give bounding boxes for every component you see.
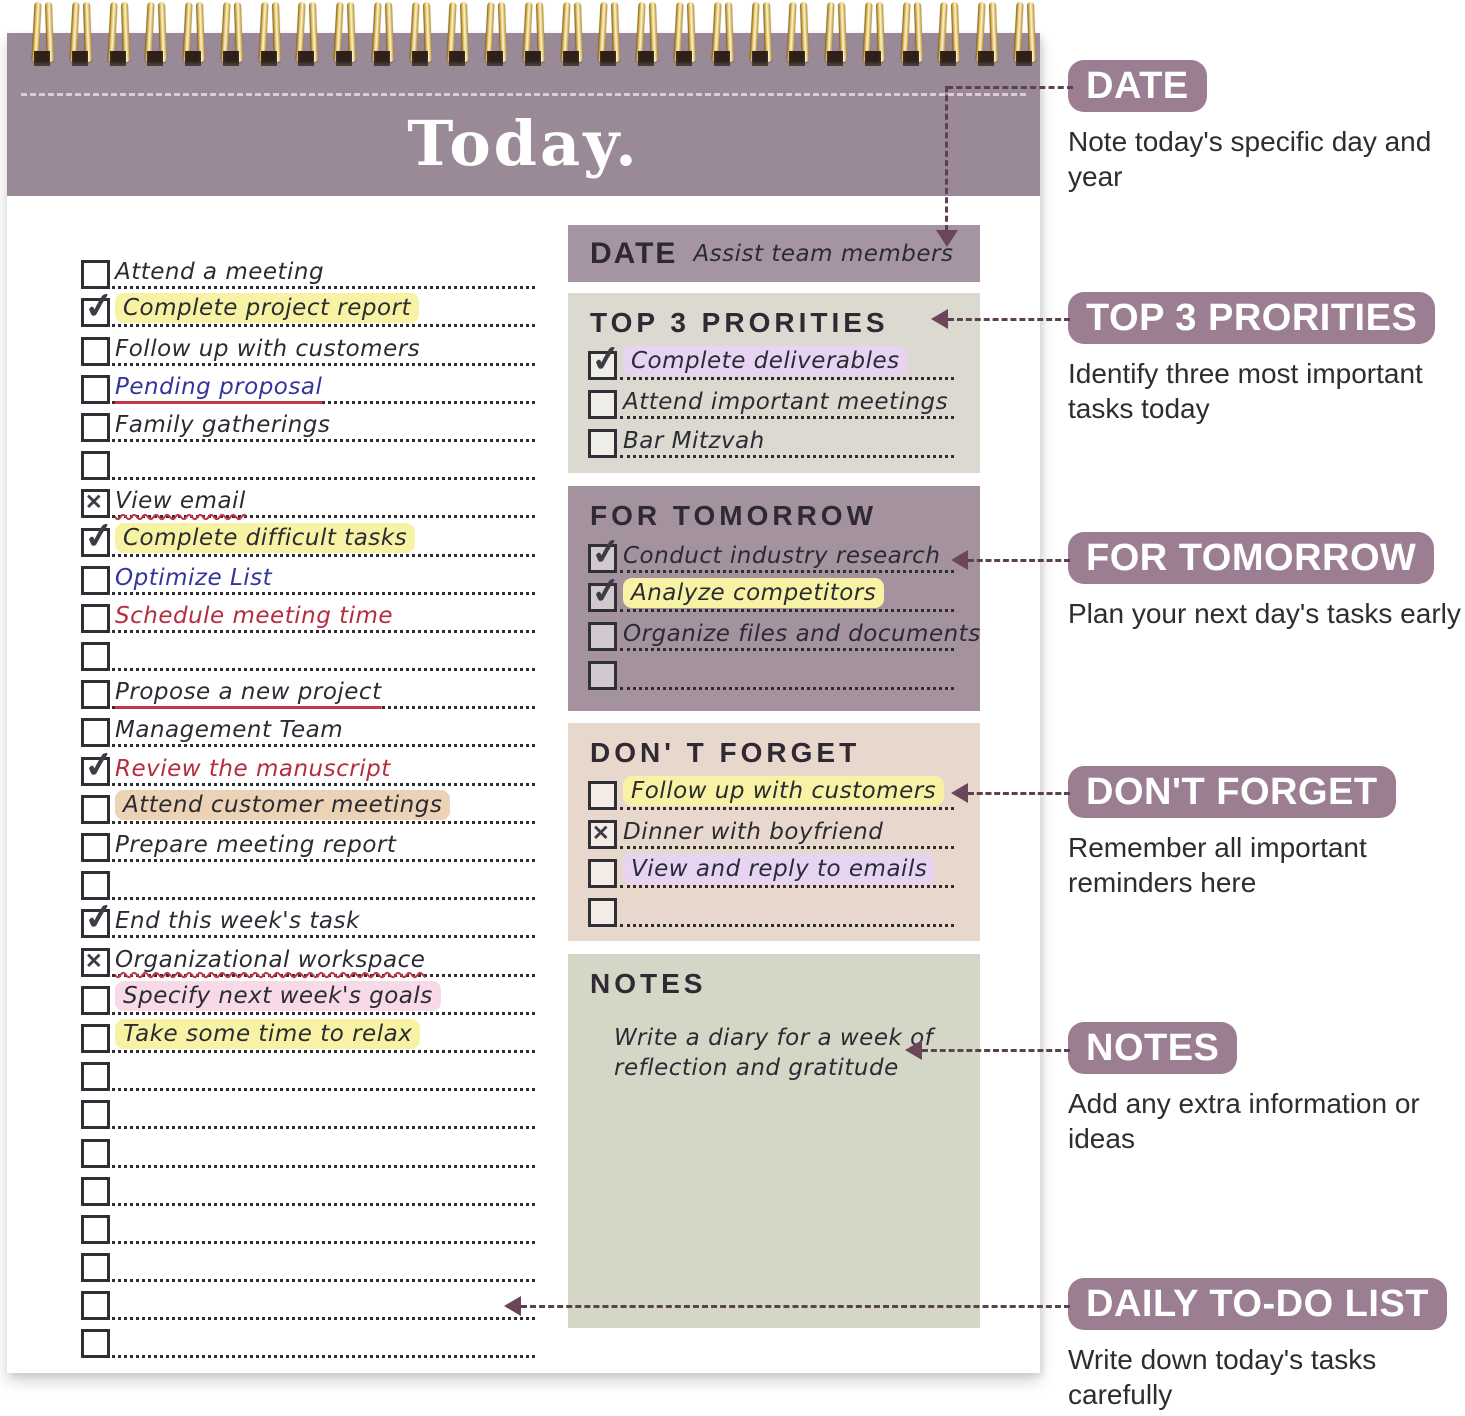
tomorrow-label: Organize files and documents bbox=[623, 621, 981, 647]
todo-row bbox=[75, 790, 537, 828]
checkbox[interactable] bbox=[81, 833, 110, 862]
todo-row bbox=[75, 293, 537, 331]
coil bbox=[861, 2, 887, 72]
checkbox[interactable] bbox=[81, 1291, 110, 1320]
dotted-line bbox=[112, 897, 535, 900]
punch-hole bbox=[638, 51, 654, 66]
coil bbox=[596, 2, 622, 72]
notes-arrowhead bbox=[905, 1040, 922, 1060]
dotted-line bbox=[620, 846, 954, 849]
punch-hole bbox=[563, 51, 579, 66]
punch-hole bbox=[449, 51, 465, 66]
todo-label: Family gatherings bbox=[115, 411, 331, 438]
todo-row bbox=[75, 255, 537, 293]
todo-row bbox=[75, 828, 537, 866]
checkbox[interactable] bbox=[81, 413, 110, 442]
punch-hole bbox=[789, 51, 805, 66]
todo-label: Attend customer meetings bbox=[115, 790, 450, 820]
punch-hole bbox=[336, 51, 352, 66]
dotted-line bbox=[112, 1088, 535, 1091]
todo-row bbox=[75, 637, 537, 675]
todo-label: Follow up with customers bbox=[115, 335, 421, 362]
date-label: DATE bbox=[590, 236, 678, 270]
dotted-line bbox=[112, 1126, 535, 1129]
checkbox[interactable] bbox=[81, 986, 110, 1015]
todo-row bbox=[75, 522, 537, 560]
todo-row bbox=[75, 1286, 537, 1324]
dotted-line bbox=[112, 286, 535, 289]
punch-hole bbox=[600, 51, 616, 66]
tomorrow-row bbox=[568, 616, 980, 655]
punch-hole bbox=[110, 51, 126, 66]
dotted-line bbox=[112, 744, 535, 747]
checkbox[interactable] bbox=[81, 1100, 110, 1129]
checkbox[interactable] bbox=[81, 337, 110, 366]
checkbox[interactable] bbox=[588, 820, 617, 849]
todo-row bbox=[75, 1057, 537, 1095]
punch-hole bbox=[34, 51, 50, 66]
annotation-dont-forget-desc: Remember all important reminders here bbox=[1068, 832, 1367, 898]
date-strip bbox=[568, 225, 980, 282]
coil bbox=[30, 2, 56, 72]
priority-row bbox=[568, 384, 980, 423]
dont-forget-row bbox=[568, 775, 980, 814]
date-connector-vertical bbox=[945, 86, 948, 231]
top3-arrowhead bbox=[931, 309, 948, 329]
dotted-line bbox=[620, 807, 954, 810]
annotation-daily-todo-pill: DAILY TO-DO LIST bbox=[1068, 1278, 1447, 1330]
coil bbox=[181, 2, 207, 72]
todo-label: Review the manuscript bbox=[115, 755, 391, 782]
annotation-notes-pill: NOTES bbox=[1068, 1022, 1237, 1074]
checkbox[interactable] bbox=[588, 390, 617, 419]
dotted-line bbox=[620, 609, 954, 612]
punch-hole bbox=[374, 51, 390, 66]
dont-forget-label: Dinner with boyfriend bbox=[623, 819, 884, 845]
top3-rows bbox=[568, 345, 980, 462]
punch-hole bbox=[223, 51, 239, 66]
todo-label: Specify next week's goals bbox=[115, 981, 441, 1011]
todo-row bbox=[75, 1019, 537, 1057]
punch-hole bbox=[185, 51, 201, 66]
todo-row bbox=[75, 1248, 537, 1286]
dont-forget-label: Follow up with customers bbox=[623, 776, 944, 806]
checkbox[interactable] bbox=[588, 622, 617, 651]
coil bbox=[483, 2, 509, 72]
checkbox[interactable] bbox=[588, 351, 617, 380]
annotation-for-tomorrow-pill: FOR TOMORROW bbox=[1068, 532, 1434, 584]
todo-row bbox=[75, 942, 537, 980]
todo-row bbox=[75, 751, 537, 789]
todo-row bbox=[75, 484, 537, 522]
tomorrow-arrowhead bbox=[951, 550, 968, 570]
todo-row bbox=[75, 1210, 537, 1248]
coil bbox=[974, 2, 1000, 72]
dont-forget-label: View and reply to emails bbox=[623, 854, 935, 884]
annotation-dont-forget-pill: DON'T FORGET bbox=[1068, 766, 1396, 818]
coil bbox=[106, 2, 132, 72]
section-tomorrow-title: FOR TOMORROW bbox=[590, 500, 878, 531]
dotted-line bbox=[112, 554, 535, 557]
date-arrowhead bbox=[936, 230, 958, 247]
todo-label: Management Team bbox=[115, 717, 344, 744]
dont-forget-row bbox=[568, 814, 980, 853]
todo-label: Organizational workspace bbox=[115, 946, 426, 973]
annotation-top3 bbox=[1068, 292, 1464, 426]
todo-label: View email bbox=[115, 488, 246, 515]
annotation-notes bbox=[1068, 1022, 1464, 1156]
annotation-date bbox=[1068, 60, 1464, 194]
annotation-daily-todo bbox=[1068, 1278, 1464, 1412]
checkbox[interactable] bbox=[81, 1329, 110, 1358]
coil bbox=[710, 2, 736, 72]
dotted-line bbox=[112, 783, 535, 786]
dotted-line bbox=[112, 706, 535, 709]
checkbox[interactable] bbox=[81, 909, 110, 938]
dont-forget-arrowhead bbox=[951, 783, 968, 803]
dotted-line bbox=[620, 648, 954, 651]
annotation-date-desc: Note today's specific day and year bbox=[1068, 126, 1432, 192]
punch-hole bbox=[752, 51, 768, 66]
coil bbox=[257, 2, 283, 72]
dotted-line bbox=[112, 324, 535, 327]
coil bbox=[899, 2, 925, 72]
checkbox[interactable] bbox=[81, 375, 110, 404]
todo-label: Propose a new project bbox=[115, 679, 382, 706]
coil bbox=[143, 2, 169, 72]
priority-label: Complete deliverables bbox=[623, 346, 908, 376]
annotation-daily-todo-desc: Write down today's tasks carefully bbox=[1068, 1344, 1377, 1410]
todo-row bbox=[75, 1324, 537, 1362]
daily-todo-connector bbox=[521, 1305, 1070, 1308]
checkbox[interactable] bbox=[81, 298, 110, 327]
punch-hole bbox=[72, 51, 88, 66]
tomorrow-rows bbox=[568, 538, 980, 694]
annotation-top3-pill: TOP 3 PRORITIES bbox=[1068, 292, 1435, 344]
section-dont-forget bbox=[568, 723, 980, 941]
spiral-binding bbox=[30, 2, 1038, 72]
checkbox[interactable] bbox=[81, 1177, 110, 1206]
tomorrow-row bbox=[568, 577, 980, 616]
priority-label: Attend important meetings bbox=[623, 389, 949, 415]
dotted-line bbox=[112, 1203, 535, 1206]
todo-row bbox=[75, 1133, 537, 1171]
annotation-date-pill: DATE bbox=[1068, 60, 1207, 112]
notepad-page bbox=[7, 33, 1040, 1373]
dotted-line bbox=[112, 592, 535, 595]
checkbox[interactable] bbox=[81, 1253, 110, 1282]
checkbox[interactable] bbox=[81, 451, 110, 480]
annotation-top3-desc: Identify three most important tasks today bbox=[1068, 358, 1423, 424]
todo-label: Optimize List bbox=[115, 564, 273, 591]
checkbox[interactable] bbox=[588, 661, 617, 690]
todo-label: Complete project report bbox=[115, 293, 419, 323]
annotation-notes-desc: Add any extra information or ideas bbox=[1068, 1088, 1420, 1154]
coil bbox=[68, 2, 94, 72]
checkbox[interactable] bbox=[81, 948, 110, 977]
coil bbox=[559, 2, 585, 72]
coil bbox=[332, 2, 358, 72]
dotted-line bbox=[620, 570, 954, 573]
dotted-line bbox=[112, 935, 535, 938]
punch-hole bbox=[940, 51, 956, 66]
dotted-line bbox=[112, 974, 535, 977]
section-top3-priorities bbox=[568, 293, 980, 473]
notes-connector bbox=[922, 1049, 1070, 1052]
dotted-line bbox=[112, 821, 535, 824]
todo-row bbox=[75, 981, 537, 1019]
todo-row bbox=[75, 599, 537, 637]
section-notes-title: NOTES bbox=[590, 968, 707, 999]
section-top3-title: TOP 3 PRORITIES bbox=[590, 307, 889, 338]
coil bbox=[1012, 2, 1038, 72]
dotted-line bbox=[112, 363, 535, 366]
checkbox[interactable] bbox=[81, 604, 110, 633]
coil bbox=[370, 2, 396, 72]
todo-label: Schedule meeting time bbox=[115, 602, 394, 629]
coil bbox=[748, 2, 774, 72]
punch-hole bbox=[827, 51, 843, 66]
daily-todo-arrowhead bbox=[504, 1296, 521, 1316]
page-title: Today. bbox=[407, 107, 640, 180]
dotted-line bbox=[112, 515, 535, 518]
dotted-line bbox=[620, 377, 954, 380]
dotted-line bbox=[112, 668, 535, 671]
dotted-line bbox=[112, 477, 535, 480]
dont-forget-row bbox=[568, 853, 980, 892]
todo-label: Pending proposal bbox=[115, 373, 323, 400]
dont-forget-row bbox=[568, 892, 980, 931]
punch-hole bbox=[1016, 51, 1032, 66]
date-value: Assist team members bbox=[693, 240, 954, 267]
dotted-line bbox=[112, 1165, 535, 1168]
date-connector-horizontal bbox=[947, 86, 1073, 89]
todo-row bbox=[75, 675, 537, 713]
dotted-line bbox=[620, 885, 954, 888]
checkbox[interactable] bbox=[588, 583, 617, 612]
coil bbox=[294, 2, 320, 72]
section-dont-forget-title: DON' T FORGET bbox=[590, 737, 861, 768]
checkbox[interactable] bbox=[81, 1139, 110, 1168]
priority-row bbox=[568, 345, 980, 384]
todo-row bbox=[75, 370, 537, 408]
punch-hole bbox=[978, 51, 994, 66]
notes-text: Write a diary for a week of reflection and gratitude bbox=[614, 1025, 934, 1081]
coil bbox=[408, 2, 434, 72]
coil bbox=[445, 2, 471, 72]
checkbox[interactable] bbox=[81, 680, 110, 709]
checkbox[interactable] bbox=[81, 1062, 110, 1091]
todo-row bbox=[75, 331, 537, 369]
todo-row bbox=[75, 1095, 537, 1133]
stitch-dashed-line bbox=[21, 93, 1026, 96]
dotted-line bbox=[620, 687, 954, 690]
top3-connector bbox=[948, 318, 1070, 321]
coil bbox=[219, 2, 245, 72]
dotted-line bbox=[112, 1241, 535, 1244]
dotted-line bbox=[112, 1355, 535, 1358]
punch-hole bbox=[298, 51, 314, 66]
dotted-line bbox=[112, 439, 535, 442]
todo-row bbox=[75, 561, 537, 599]
dotted-line bbox=[620, 455, 954, 458]
checkbox[interactable] bbox=[81, 1024, 110, 1053]
checkbox[interactable] bbox=[588, 898, 617, 927]
checkbox[interactable] bbox=[588, 781, 617, 810]
checkbox[interactable] bbox=[81, 757, 110, 786]
todo-row bbox=[75, 1172, 537, 1210]
todo-row bbox=[75, 866, 537, 904]
dotted-line bbox=[620, 416, 954, 419]
coil bbox=[634, 2, 660, 72]
todo-label: Prepare meeting report bbox=[115, 832, 397, 858]
coil bbox=[521, 2, 547, 72]
tomorrow-label: Conduct industry research bbox=[623, 543, 941, 569]
checkbox[interactable] bbox=[588, 859, 617, 888]
section-for-tomorrow bbox=[568, 486, 980, 711]
dotted-line bbox=[112, 859, 535, 862]
todo-label: End this week's task bbox=[115, 908, 360, 935]
tomorrow-row bbox=[568, 538, 980, 577]
punch-hole bbox=[714, 51, 730, 66]
punch-hole bbox=[487, 51, 503, 66]
annotation-dont-forget bbox=[1068, 766, 1464, 900]
checkbox[interactable] bbox=[81, 642, 110, 671]
todo-row bbox=[75, 713, 537, 751]
priority-label: Bar Mitzvah bbox=[623, 428, 765, 454]
dotted-line bbox=[112, 630, 535, 633]
daily-todo-list bbox=[75, 255, 537, 1362]
punch-hole bbox=[261, 51, 277, 66]
priority-row bbox=[568, 423, 980, 462]
tomorrow-connector bbox=[968, 559, 1070, 562]
punch-hole bbox=[525, 51, 541, 66]
todo-label: Take some time to relax bbox=[115, 1019, 420, 1049]
section-notes bbox=[568, 954, 980, 1328]
dotted-line bbox=[112, 401, 535, 404]
dotted-line bbox=[112, 1279, 535, 1282]
punch-hole bbox=[676, 51, 692, 66]
checkbox[interactable] bbox=[81, 795, 110, 824]
dont-forget-rows bbox=[568, 775, 980, 931]
annotation-for-tomorrow bbox=[1068, 532, 1464, 631]
todo-row bbox=[75, 904, 537, 942]
coil bbox=[823, 2, 849, 72]
todo-label: Attend a meeting bbox=[115, 259, 325, 286]
checkbox[interactable] bbox=[81, 528, 110, 557]
checkbox[interactable] bbox=[81, 566, 110, 595]
punch-hole bbox=[865, 51, 881, 66]
tomorrow-row bbox=[568, 655, 980, 694]
dotted-line bbox=[112, 1012, 535, 1015]
tomorrow-label: Analyze competitors bbox=[623, 578, 884, 608]
checkbox[interactable] bbox=[81, 1215, 110, 1244]
todo-row bbox=[75, 446, 537, 484]
dont-forget-connector bbox=[968, 792, 1070, 795]
dotted-line bbox=[620, 924, 954, 927]
coil bbox=[785, 2, 811, 72]
annotation-for-tomorrow-desc: Plan your next day's tasks early bbox=[1068, 598, 1461, 629]
punch-hole bbox=[412, 51, 428, 66]
dotted-line bbox=[112, 1317, 535, 1320]
dotted-line bbox=[112, 1050, 535, 1053]
punch-hole bbox=[147, 51, 163, 66]
todo-row bbox=[75, 408, 537, 446]
coil bbox=[936, 2, 962, 72]
checkbox[interactable] bbox=[588, 429, 617, 458]
todo-label: Complete difficult tasks bbox=[115, 523, 415, 553]
punch-hole bbox=[903, 51, 919, 66]
coil bbox=[672, 2, 698, 72]
